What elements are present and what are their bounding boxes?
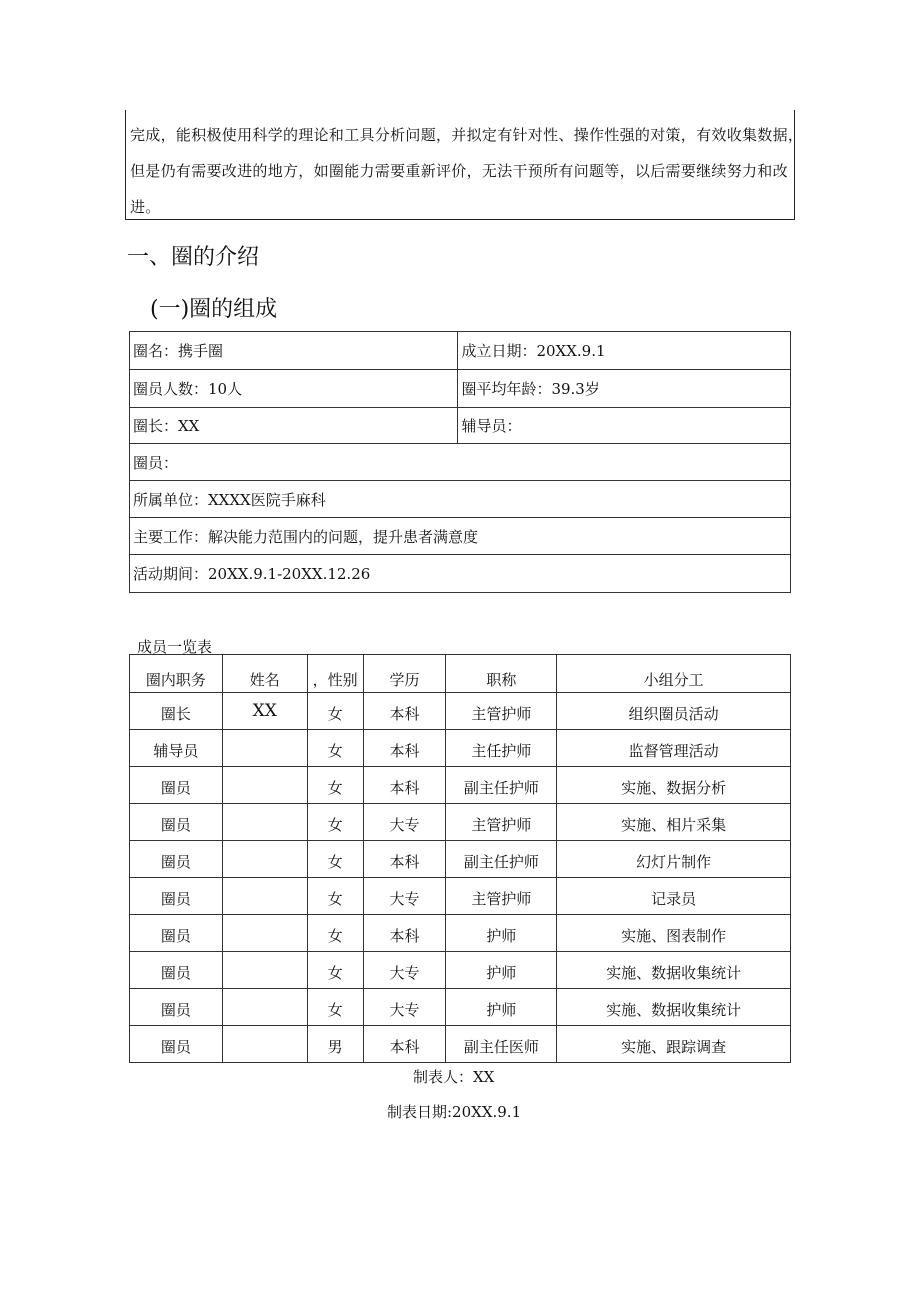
- title-cell: 副主任医师: [446, 1026, 557, 1063]
- circle-info-table: [129, 331, 791, 593]
- task-cell: 实施、数据分析: [557, 767, 791, 804]
- role-cell: 圈员: [130, 989, 223, 1026]
- gender-cell: 女: [307, 767, 363, 804]
- role-cell: 圈长: [130, 693, 223, 730]
- header-gender: ，性别: [307, 655, 363, 693]
- table-row: [130, 767, 791, 804]
- members-table-caption: 成员一览表: [137, 638, 213, 656]
- name-cell: [222, 841, 307, 878]
- title-cell: 副主任护师: [446, 767, 557, 804]
- table-row: [130, 989, 791, 1026]
- gender-cell: 女: [307, 952, 363, 989]
- founded-date-cell: 成立日期：20XX.9.1: [458, 332, 791, 370]
- name-cell: [222, 915, 307, 952]
- summary-line-2: 但是仍有需要改进的地方，如圈能力需要重新评价，无法干预所有问题等，以后需要继续努力和改: [130, 162, 788, 180]
- member-count-cell: 圈员人数：10人: [130, 370, 458, 408]
- main-work-cell: 主要工作：解决能力范围内的问题，提升患者满意度: [130, 518, 791, 555]
- section-title: 一、圈的介绍: [127, 245, 260, 270]
- task-cell: 组织圈员活动: [557, 693, 791, 730]
- task-cell: 实施、图表制作: [557, 915, 791, 952]
- task-cell: 监督管理活动: [557, 730, 791, 767]
- gender-cell: 女: [307, 878, 363, 915]
- task-cell: 幻灯片制作: [557, 841, 791, 878]
- title-cell: 副主任护师: [446, 841, 557, 878]
- role-cell: 圈员: [130, 952, 223, 989]
- summary-text-box: [125, 110, 804, 220]
- table-maker: 制表人：XX: [413, 1068, 495, 1086]
- task-cell: 实施、跟踪调查: [557, 1026, 791, 1063]
- header-role: 圈内职务: [130, 655, 223, 693]
- task-cell: 实施、相片采集: [557, 804, 791, 841]
- table-row: [130, 878, 791, 915]
- role-cell: 圈员: [130, 767, 223, 804]
- role-cell: 圈员: [130, 878, 223, 915]
- education-cell: 大专: [363, 878, 446, 915]
- gender-cell: 女: [307, 841, 363, 878]
- education-cell: 本科: [363, 693, 446, 730]
- gender-cell: 男: [307, 1026, 363, 1063]
- task-cell: 实施、数据收集统计: [557, 952, 791, 989]
- education-cell: 大专: [363, 804, 446, 841]
- role-cell: 圈员: [130, 804, 223, 841]
- title-cell: 护师: [446, 915, 557, 952]
- summary-line-3: 进。: [130, 198, 161, 216]
- gender-cell: 女: [307, 989, 363, 1026]
- name-cell: [222, 730, 307, 767]
- title-cell: 护师: [446, 989, 557, 1026]
- role-cell: 圈员: [130, 841, 223, 878]
- table-row: [130, 952, 791, 989]
- name-cell: [222, 878, 307, 915]
- title-cell: 主管护师: [446, 693, 557, 730]
- name-cell: [222, 952, 307, 989]
- members-table-header: [130, 655, 791, 693]
- gender-cell: 女: [307, 730, 363, 767]
- name-cell: [222, 989, 307, 1026]
- members-cell: 圈员：: [130, 444, 791, 481]
- education-cell: 本科: [363, 767, 446, 804]
- avg-age-cell: 圈平均年龄：39.3岁: [458, 370, 791, 408]
- unit-cell: 所属单位：XXXX医院手麻科: [130, 481, 791, 518]
- title-cell: 主任护师: [446, 730, 557, 767]
- education-cell: 大专: [363, 989, 446, 1026]
- name-cell: [222, 767, 307, 804]
- gender-cell: 女: [307, 804, 363, 841]
- summary-line-1: 完成，能积极使用科学的理论和工具分析问题，并拟定有针对性、操作性强的对策，有效收集数据，: [130, 126, 804, 144]
- table-row: [130, 730, 791, 767]
- name-cell: [222, 804, 307, 841]
- header-name: 姓名: [222, 655, 307, 693]
- title-cell: 护师: [446, 952, 557, 989]
- name-cell: [222, 1026, 307, 1063]
- education-cell: 大专: [363, 952, 446, 989]
- leader-cell: 圈长：XX: [130, 408, 458, 444]
- gender-cell: 女: [307, 915, 363, 952]
- education-cell: 本科: [363, 730, 446, 767]
- circle-name-cell: 圈名：携手圈: [130, 332, 458, 370]
- task-cell: 记录员: [557, 878, 791, 915]
- table-date: 制表日期:20XX.9.1: [387, 1103, 522, 1121]
- members-table: [129, 654, 791, 1063]
- name-cell: XX: [222, 693, 307, 730]
- table-row: [130, 915, 791, 952]
- table-row: [130, 1026, 791, 1063]
- education-cell: 本科: [363, 841, 446, 878]
- role-cell: 圈员: [130, 1026, 223, 1063]
- header-title: 职称: [446, 655, 557, 693]
- table-row: [130, 693, 791, 730]
- header-education: 学历: [363, 655, 446, 693]
- education-cell: 本科: [363, 915, 446, 952]
- role-cell: 圈员: [130, 915, 223, 952]
- advisor-cell: 辅导员：: [458, 408, 791, 444]
- gender-cell: 女: [307, 693, 363, 730]
- title-cell: 主管护师: [446, 878, 557, 915]
- header-task: 小组分工: [557, 655, 791, 693]
- table-row: [130, 804, 791, 841]
- period-cell: 活动期间：20XX.9.1-20XX.12.26: [130, 555, 791, 593]
- title-cell: 主管护师: [446, 804, 557, 841]
- section-subtitle: (一)圈的组成: [150, 297, 278, 322]
- role-cell: 辅导员: [130, 730, 223, 767]
- education-cell: 本科: [363, 1026, 446, 1063]
- task-cell: 实施、数据收集统计: [557, 989, 791, 1026]
- table-row: [130, 841, 791, 878]
